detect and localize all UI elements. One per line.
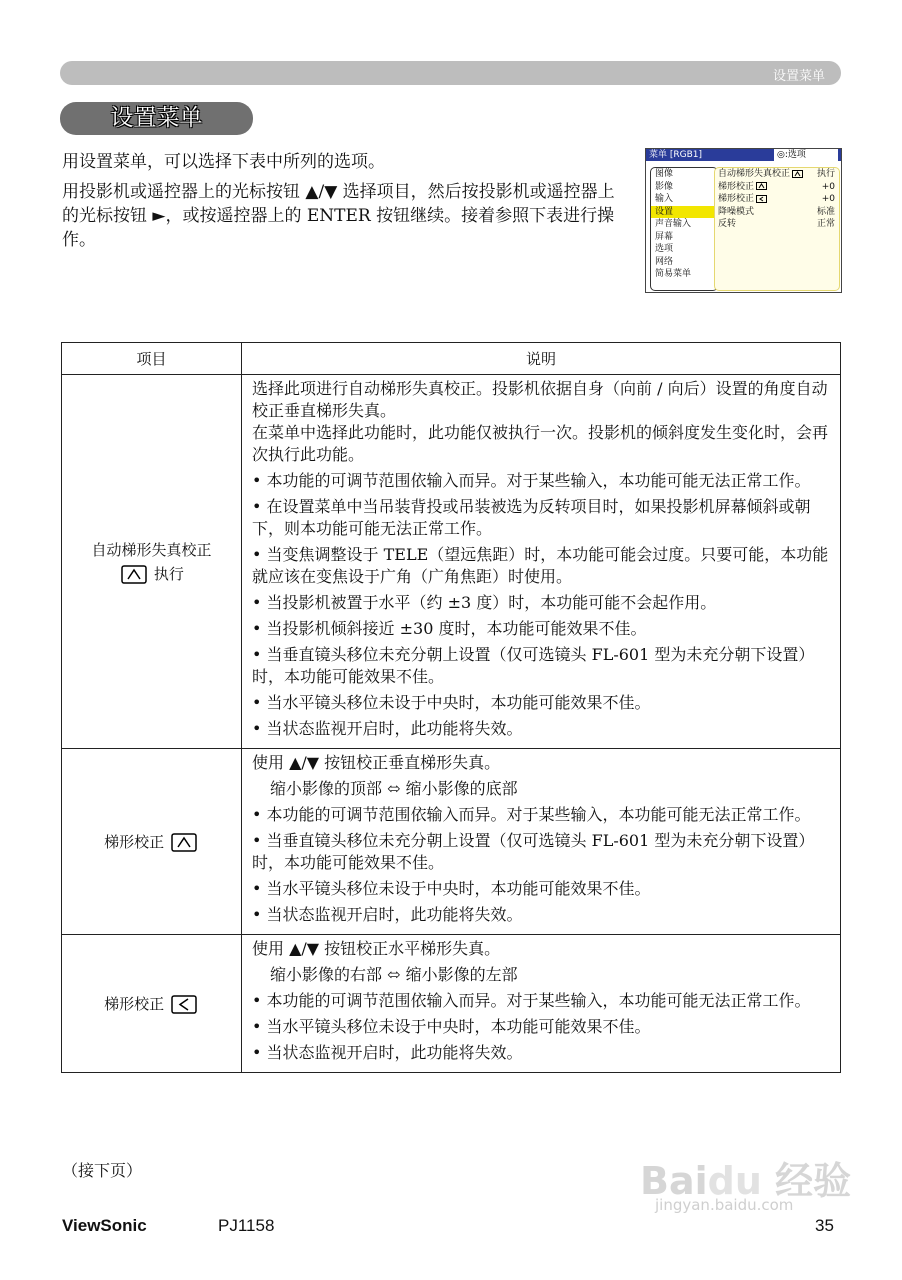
intro-paragraph: 用设置菜单，可以选择下表中所列的选项。 <box>62 152 385 172</box>
description-bullet: • 本功能的可调节范围依输入而异。对于某些输入，本功能可能无法正常工作。 <box>252 471 811 490</box>
keystone-vertical-icon <box>792 170 803 178</box>
osd-left-menu <box>650 167 718 291</box>
page-number: 35 <box>815 1216 834 1235</box>
keystone-vertical-icon <box>756 182 767 190</box>
description-bullet: • 当垂直镜头移位未充分朝上设置（仅可选镜头 FL-601 型为未充分朝下设置）时，本功能可能效果不佳。 <box>252 645 815 686</box>
watermark-url: jingyan.baidu.com <box>655 1196 794 1214</box>
item-cell: 梯形校正 <box>62 749 242 935</box>
footer-model: PJ1158 <box>218 1216 275 1235</box>
keystone-vertical-icon <box>171 833 197 852</box>
item-cell: 梯形校正 <box>62 935 242 1073</box>
osd-menu-item: 输入 <box>655 194 674 204</box>
description-bullet: • 当水平镜头移位未设于中央时，本功能可能效果不佳。 <box>252 1017 651 1036</box>
keystone-horizontal-icon <box>756 195 767 203</box>
osd-right-panel <box>714 167 840 291</box>
description-text: 缩小影像的顶部 ⬄ 缩小影像的底部 <box>270 779 518 798</box>
table-row <box>62 935 841 1073</box>
osd-option-hint: ◎:选项 <box>774 149 838 161</box>
description-text: 选择此项进行自动梯形失真校正。投影机依据自身（向前 / 向后）设置的角度自动校正垂直梯形失真。 在菜单中选择此功能时，此功能仅被执行一次。投影机的倾斜度发生变化时，会再次执行此功能。 <box>252 379 829 464</box>
osd-setting-row: 降噪模式 标准 <box>718 206 835 217</box>
column-header-description: 说明 <box>242 343 841 375</box>
osd-menu-item: 简易菜单 <box>655 269 692 279</box>
description-bullet: • 当投影机被置于水平（约 ±3 度）时，本功能可能不会起作用。 <box>252 593 717 612</box>
keystone-vertical-icon <box>121 565 147 584</box>
intro-text <box>62 150 627 258</box>
osd-menu-item: 选项 <box>655 244 674 254</box>
osd-menu-item: 影像 <box>655 181 674 192</box>
osd-title-bar <box>646 149 841 161</box>
osd-setting-row: 自动梯形失真校正 执行 <box>718 169 835 179</box>
description-bullet: • 当垂直镜头移位未充分朝上设置（仅可选镜头 FL-601 型为未充分朝下设置）时，本功能可能效果不佳。 <box>252 831 815 872</box>
description-bullet: • 当水平镜头移位未设于中央时，本功能可能效果不佳。 <box>252 693 651 712</box>
osd-menu-item: 图像 <box>655 169 674 179</box>
continued-note: （接下页） <box>62 1161 143 1180</box>
baidu-watermark-logo: Baidu 经验 <box>640 1159 852 1203</box>
description-cell <box>242 935 841 1073</box>
section-header-bar <box>60 61 841 85</box>
intro-paragraph: 用投影机或遥控器上的光标按钮 ▲/▼ 选择项目，然后按投影机或遥控器上的光标按钮 ►，或按遥控器上的 ENTER 按钮继续。接着参照下表进行操作。 <box>62 182 615 250</box>
description-text: 使用 ▲/▼ 按钮校正水平梯形失真。 <box>252 939 501 958</box>
osd-setting-row: 梯形校正 +0 <box>718 194 835 204</box>
description-bullet: • 当水平镜头移位未设于中央时，本功能可能效果不佳。 <box>252 879 651 898</box>
description-bullet: • 当变焦调整设于 TELE（望远焦距）时，本功能可能会过度。只要可能，本功能就应该在变焦设于广角（广角焦距）时使用。 <box>252 545 829 586</box>
description-text: 使用 ▲/▼ 按钮校正垂直梯形失真。 <box>252 753 501 772</box>
item-cell: 自动梯形失真校正 执行 <box>62 375 242 749</box>
osd-title: 菜单 [RGB1] <box>649 150 703 160</box>
description-bullet: • 当状态监视开启时，此功能将失效。 <box>252 719 523 738</box>
page-title-pill <box>60 102 253 135</box>
table-row <box>62 375 841 749</box>
osd-setting-row: 反转 正常 <box>718 219 835 229</box>
osd-menu-screenshot <box>645 148 842 293</box>
description-cell <box>242 375 841 749</box>
table-row <box>62 749 841 935</box>
dial-icon: ◎ <box>777 150 785 160</box>
description-bullet: • 当状态监视开启时，此功能将失效。 <box>252 905 523 924</box>
description-bullet: • 本功能的可调节范围依输入而异。对于某些输入，本功能可能无法正常工作。 <box>252 991 811 1010</box>
footer-brand: ViewSonic <box>62 1216 147 1235</box>
description-bullet: • 本功能的可调节范围依输入而异。对于某些输入，本功能可能无法正常工作。 <box>252 805 811 824</box>
description-text: 缩小影像的右部 ⬄ 缩小影像的左部 <box>270 965 518 984</box>
osd-menu-item: 屏幕 <box>655 231 674 242</box>
column-header-item: 项目 <box>62 343 242 375</box>
table-header-row <box>62 343 841 375</box>
section-label: 设置菜单 <box>772 69 825 84</box>
osd-menu-item: 网络 <box>655 256 674 267</box>
osd-menu-item: 声音输入 <box>655 219 692 229</box>
settings-table <box>61 342 841 1073</box>
osd-menu-item-selected: 设置 <box>651 206 717 219</box>
description-bullet: • 当投影机倾斜接近 ±30 度时，本功能可能效果不佳。 <box>252 619 647 638</box>
page-title: 设置菜单 <box>110 105 203 131</box>
keystone-horizontal-icon <box>171 995 197 1014</box>
description-bullet: • 当状态监视开启时，此功能将失效。 <box>252 1043 523 1062</box>
osd-setting-row: 梯形校正 +0 <box>718 181 835 192</box>
description-bullet: • 在设置菜单中当吊装背投或吊装被选为反转项目时，如果投影机屏幕倾斜或朝下，则本功能可能无法正常工作。 <box>252 497 811 538</box>
description-cell <box>242 749 841 935</box>
